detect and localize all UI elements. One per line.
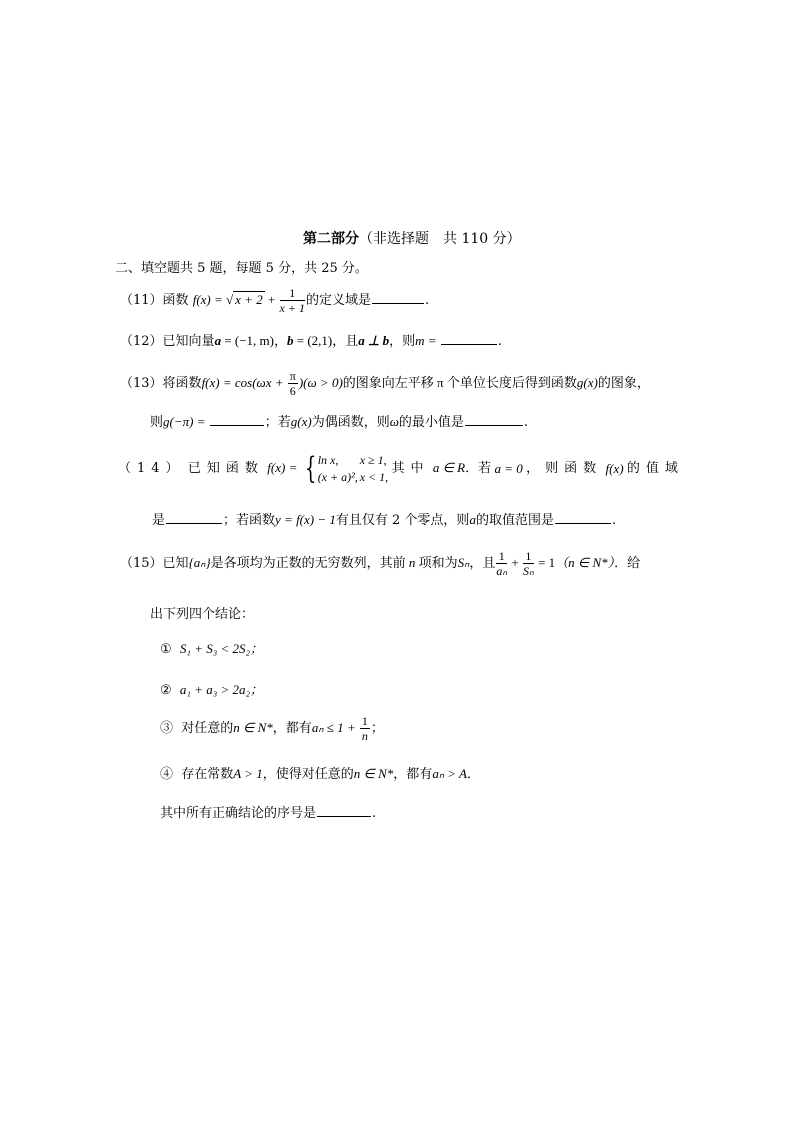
question-number: （11） [120,293,163,308]
q11-text-pre: 函数 [162,293,189,308]
fraction-numerator: 1 [496,549,507,564]
answer-blank[interactable] [465,424,523,426]
q15-cond: （n ∈ N*） [555,555,615,570]
fraction-numerator: π [289,369,296,383]
answer-blank[interactable] [555,522,611,524]
question-15 [120,548,640,579]
conclusion-marker: ③ [160,721,174,736]
q11-plus: + [264,292,279,307]
conclusion-marker: ④ [160,767,174,782]
q14-text-mid: 其中 [391,460,430,476]
part-title: 第二部分 [303,231,359,247]
c3-end: ； [370,721,384,736]
c3-fraction [360,714,370,743]
q14-fx2: f(x) [605,460,624,476]
vector-b: b [287,333,294,348]
q13-l2-pre: 则 [150,415,164,430]
q14-y: y = f(x) − 1 [275,512,336,527]
q15-fraction-2 [523,549,534,578]
final-end: . [372,806,377,821]
answer-blank[interactable] [317,815,371,817]
q13-end: . [523,415,529,430]
q11-text-post: 的定义域是 [305,293,371,308]
q14-end: . [611,513,617,528]
q15-text-pre: 已知 [162,556,189,571]
conclusion-text: a₁ + a₃ > 2a₂； [179,682,264,697]
fraction-denominator: Sₙ [523,564,534,578]
case1-expr: ln x, [317,452,339,467]
q13-fraction [288,369,298,398]
case1-cond: x ≥ 1, [359,452,387,467]
fraction-denominator: x + 1 [279,301,305,315]
q14-text-mid3: ，则函数 [526,460,603,476]
q15-text-post: ．给 [614,556,641,571]
c3-pre: 对任意的 [181,721,234,736]
q13-l2-mid2: 为偶函数，则 [311,415,390,430]
answer-blank[interactable] [166,522,222,524]
answer-blank[interactable] [210,424,264,426]
q15-sn: Sₙ [457,555,470,570]
q14-a-zero: a = 0 [494,460,523,476]
question-14-line2 [152,509,616,528]
c3-a: aₙ ≤ 1 + [311,720,359,735]
q12-m: m = [415,333,440,348]
q13-text-pre: 将函数 [162,376,202,391]
q12-sep2: ，且 [332,334,359,349]
answer-blank[interactable] [441,343,497,345]
q13-g3: g(x) [290,414,312,429]
c3-mid: ，都有 [272,721,312,736]
left-brace: { [304,450,316,486]
conclusion-marker: ② [160,683,172,698]
q14-l2-pre: 是 [152,513,166,528]
q13-l2-post: 的最小值是 [398,415,464,430]
question-13-line2 [150,411,528,430]
c4-n: n ∈ N* [353,766,394,781]
sqrt-symbol: √ [226,292,234,307]
q13-text-mid2: 个单位长度后得到函数 [446,376,577,391]
conclusion-1 [160,638,263,657]
q14-function: f(x) = [267,460,301,475]
fraction-numerator: 1 [523,549,534,564]
q11-fraction [280,286,305,315]
question-number: （14） [118,460,185,476]
q14-l2-post: 的取值范围是 [475,513,554,528]
question-15-line2: 出下列四个结论： [150,607,255,622]
conclusion-text: S₁ + S₃ < 2S₂； [179,641,264,656]
case2-cond: x < 1, [359,469,389,484]
q15-plus: + [508,555,522,570]
fraction-denominator: 6 [289,384,296,398]
q12-sep: ， [274,334,288,349]
q14-text-mid2: ．若 [465,461,492,476]
conclusion-3 [160,713,384,744]
q11-function: f(x) = [192,292,227,307]
q14-l2-mid2: 有且仅有 2 个零点，则 [335,513,470,528]
q15-text-mid3: ，且 [469,556,496,571]
c4-mid: ，使得对任意的 [262,767,354,782]
part-heading [303,228,521,248]
q14-text-pre: 已知函数 [187,460,264,476]
fraction-denominator: aₙ [496,564,508,578]
q13-text-post: 的图象， [597,376,650,391]
c4-a: aₙ > A [432,766,467,781]
question-13 [120,368,650,399]
perpendicular-condition: a ⊥ b [358,333,390,348]
q14-ar: a ∈ R [432,460,466,475]
q14-text-post: 的值域 [626,460,684,476]
question-number: （13） [120,376,163,391]
conclusion-marker: ① [160,642,172,657]
q13-l2-mid: ；若 [264,415,291,430]
vector-a: a [214,333,222,348]
q15-fraction-1 [496,549,507,578]
q14-cases [318,452,388,486]
q13-g-minus-pi: g(−π) = [163,414,209,429]
c4-A: A > 1 [233,766,263,781]
q13-text-mid: 的图象向左平移 [342,376,434,391]
q14-l2-mid: ；若函数 [223,513,276,528]
q12-text-pre: 已知向量 [162,334,215,349]
final-question [160,802,376,821]
q13-omega: ω [389,414,399,429]
q13-condition: )(ω > 0) [298,375,343,390]
vector-a-value: = (−1, m) [221,333,274,348]
part-subtitle: （非选择题 共 110 分） [359,231,521,247]
final-question-text: 其中所有正确结论的序号是 [160,806,317,821]
q13-g: g(x) [576,375,598,390]
case2-expr: (x + a)², [317,469,358,484]
question-number: （15） [120,556,163,571]
conclusion-2 [160,679,263,698]
question-12 [120,330,502,349]
fraction-numerator: 1 [280,286,305,301]
section-title: 二、填空题共 5 题，每题 5 分，共 25 分。 [115,261,368,276]
q15-eq: = 1 [534,555,556,570]
q14-a: a [469,512,476,527]
q15-text-mid2: 项和为 [418,556,458,571]
c4-mid2: ，都有 [393,767,433,782]
answer-blank[interactable] [372,302,424,304]
question-14 [118,449,684,488]
c4-pre: 存在常数 [181,767,234,782]
q15-text-mid: 是各项均为正数的无穷数列，其前 [210,556,406,571]
q11-sqrt-body: x + 2 [235,292,263,307]
q13-pi: π [433,375,447,390]
question-number: （12） [120,334,163,349]
q12-then: ，则 [389,334,416,349]
q13-function: f(x) = cos(ωx + [201,375,287,390]
q14-a-in-R [433,449,491,488]
q15-n: n [405,555,419,570]
vector-b-value: = (2,1) [293,333,333,348]
c3-n: n ∈ N* [233,720,273,735]
q12-end: . [497,334,502,349]
question-11 [120,285,429,316]
fraction-denominator: n [361,729,368,743]
fraction-numerator: 1 [361,714,368,728]
q15-sequence: {aₙ} [188,555,211,570]
q11-end: . [425,293,430,308]
conclusion-4 [160,763,480,782]
q14-piecewise [267,449,388,488]
c4-end: ． [466,767,480,782]
